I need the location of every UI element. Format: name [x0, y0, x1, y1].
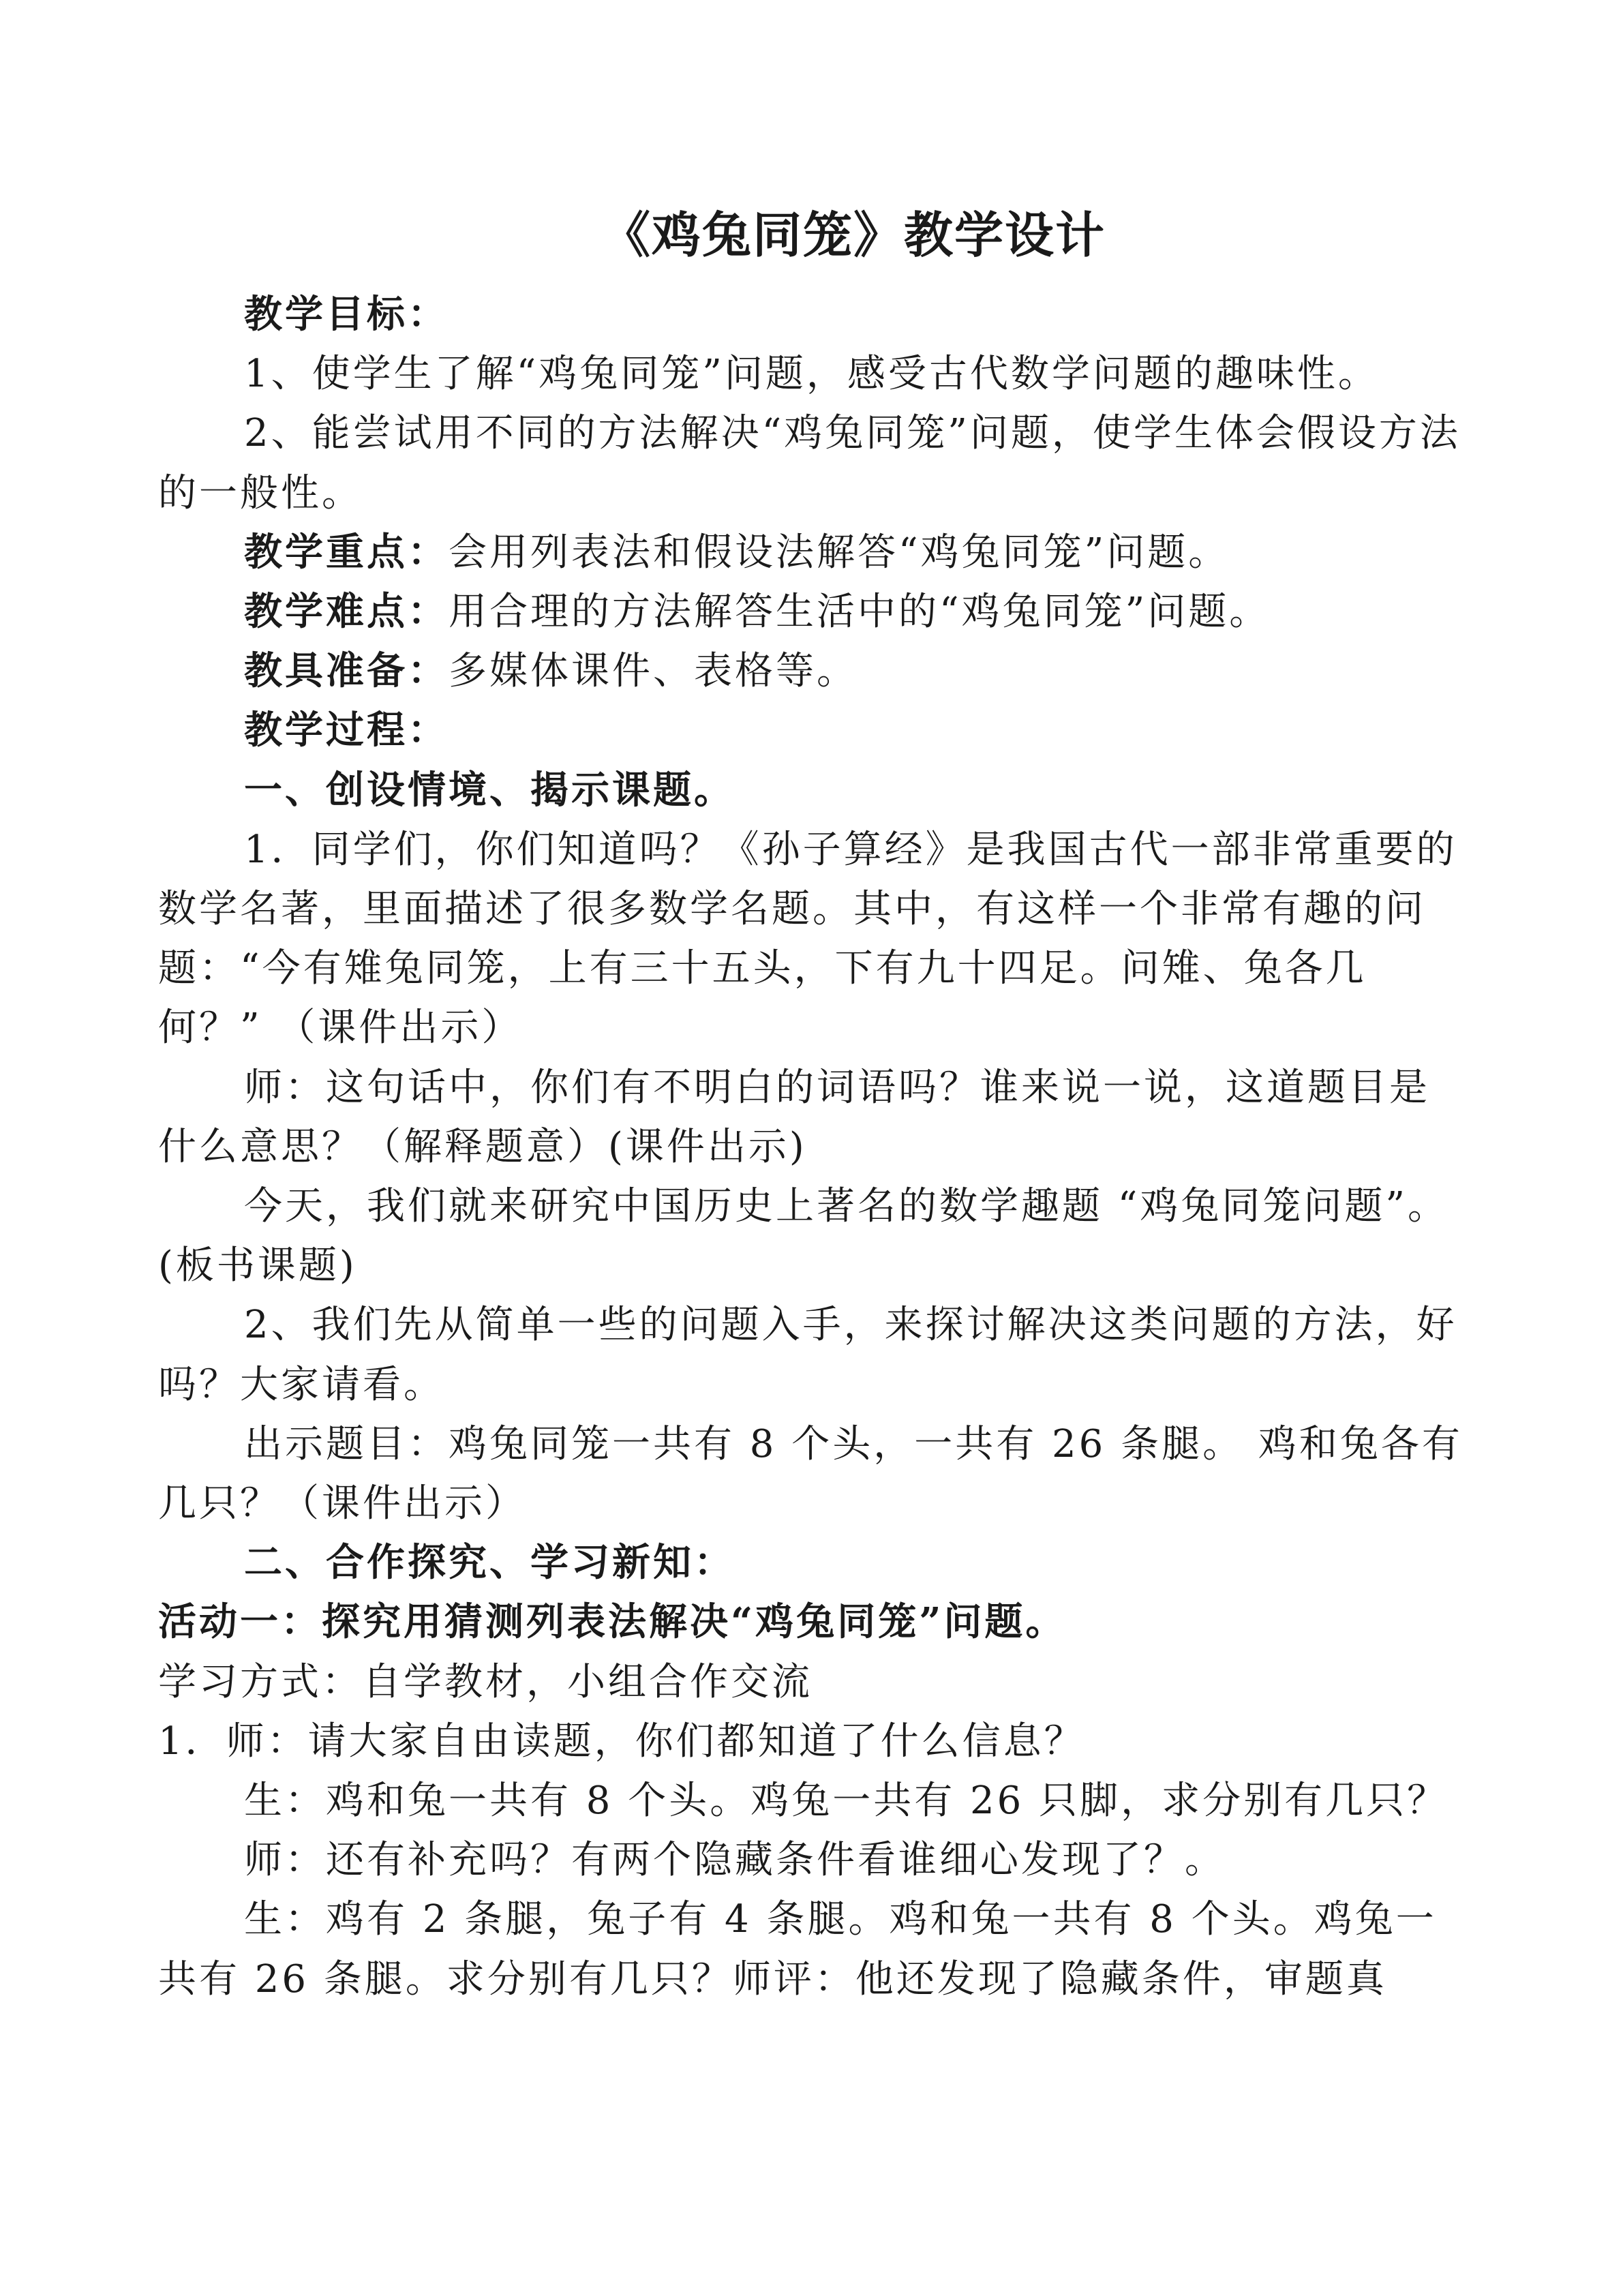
difficulty-label: 教学难点： — [244, 589, 449, 635]
section-1-paragraph-1: 1．同学们，你们知道吗？《孙子算经》是我国古代一部非常重要的数学名著，里面描述了很多数学名题。其中，有这样一个非常有趣的问题：“今有雉兔同笼，上有三十五头，下有九十四足。问雉、兔各几何？” （课件出示） — [158, 827, 1457, 1051]
key-point-text: 会用列表法和假设法解答“鸡兔同笼”问题。 — [449, 530, 1230, 575]
difficulty-text: 用合理的方法解答生活中的“鸡兔同笼”问题。 — [449, 590, 1271, 635]
section-2-heading: 二、合作探究、学习新知： — [244, 1540, 735, 1586]
tools-text: 多媒体课件、表格等。 — [449, 649, 858, 694]
answer-2: 生：鸡有 2 条腿，兔子有 4 条腿。鸡和兔一共有 8 个头。鸡兔一共有 26 条腿。求分别有几只？师评：他还发现了隐藏条件，审题真 — [158, 1897, 1437, 2002]
section-1-heading: 一、创设情境、揭示课题。 — [244, 767, 735, 813]
section-1-paragraph-5: 出示题目：鸡兔同笼一共有 8 个头，一共有 26 条腿。 鸡和兔各有几只？（课件出示） — [158, 1421, 1463, 1526]
section-1-paragraph-3: 今天，我们就来研究中国历史上著名的数学趣题 “鸡兔同笼问题”。(板书课题) — [158, 1184, 1449, 1288]
document-page — [158, 198, 1467, 2009]
section-1-paragraph-2: 师：这句话中，你们有不明白的词语吗？谁来说一说，这道题目是什么意思？（解释题意）(课件出示) — [158, 1065, 1430, 1169]
tools — [158, 641, 1467, 701]
activity-1-heading: 活动一：探究用猜测列表法解决“鸡兔同笼”问题。 — [158, 1599, 1067, 1645]
objective-1: 1、使学生了解“鸡兔同笼”问题，感受古代数学问题的趣味性。 — [244, 352, 1379, 397]
difficulty — [158, 582, 1467, 641]
key-point-label: 教学重点： — [244, 529, 449, 575]
answer-1: 生：鸡和兔一共有 8 个头。鸡兔一共有 26 只脚，求分别有几只？ — [244, 1779, 1448, 1824]
question-2: 师：还有补充吗？有两个隐藏条件看谁细心发现了？。 — [244, 1838, 1226, 1883]
tools-label: 教具准备： — [244, 648, 449, 694]
key-point — [158, 523, 1467, 582]
document-title: 《鸡兔同笼》教学设计 — [601, 206, 1106, 264]
section-1-paragraph-4: 2、我们先从简单一些的问题入手，来探讨解决这类问题的方法，好吗？大家请看。 — [158, 1303, 1457, 1407]
objective-2: 2、能尝试用不同的方法解决“鸡兔同笼”问题，使学生体会假设方法的一般性。 — [158, 411, 1461, 515]
objectives-heading: 教学目标： — [244, 292, 449, 337]
study-method: 学习方式：自学教材，小组合作交流 — [158, 1659, 813, 1704]
question-1: 1．师：请大家自由读题，你们都知道了什么信息？ — [158, 1719, 1085, 1764]
process-heading: 教学过程： — [244, 708, 449, 753]
